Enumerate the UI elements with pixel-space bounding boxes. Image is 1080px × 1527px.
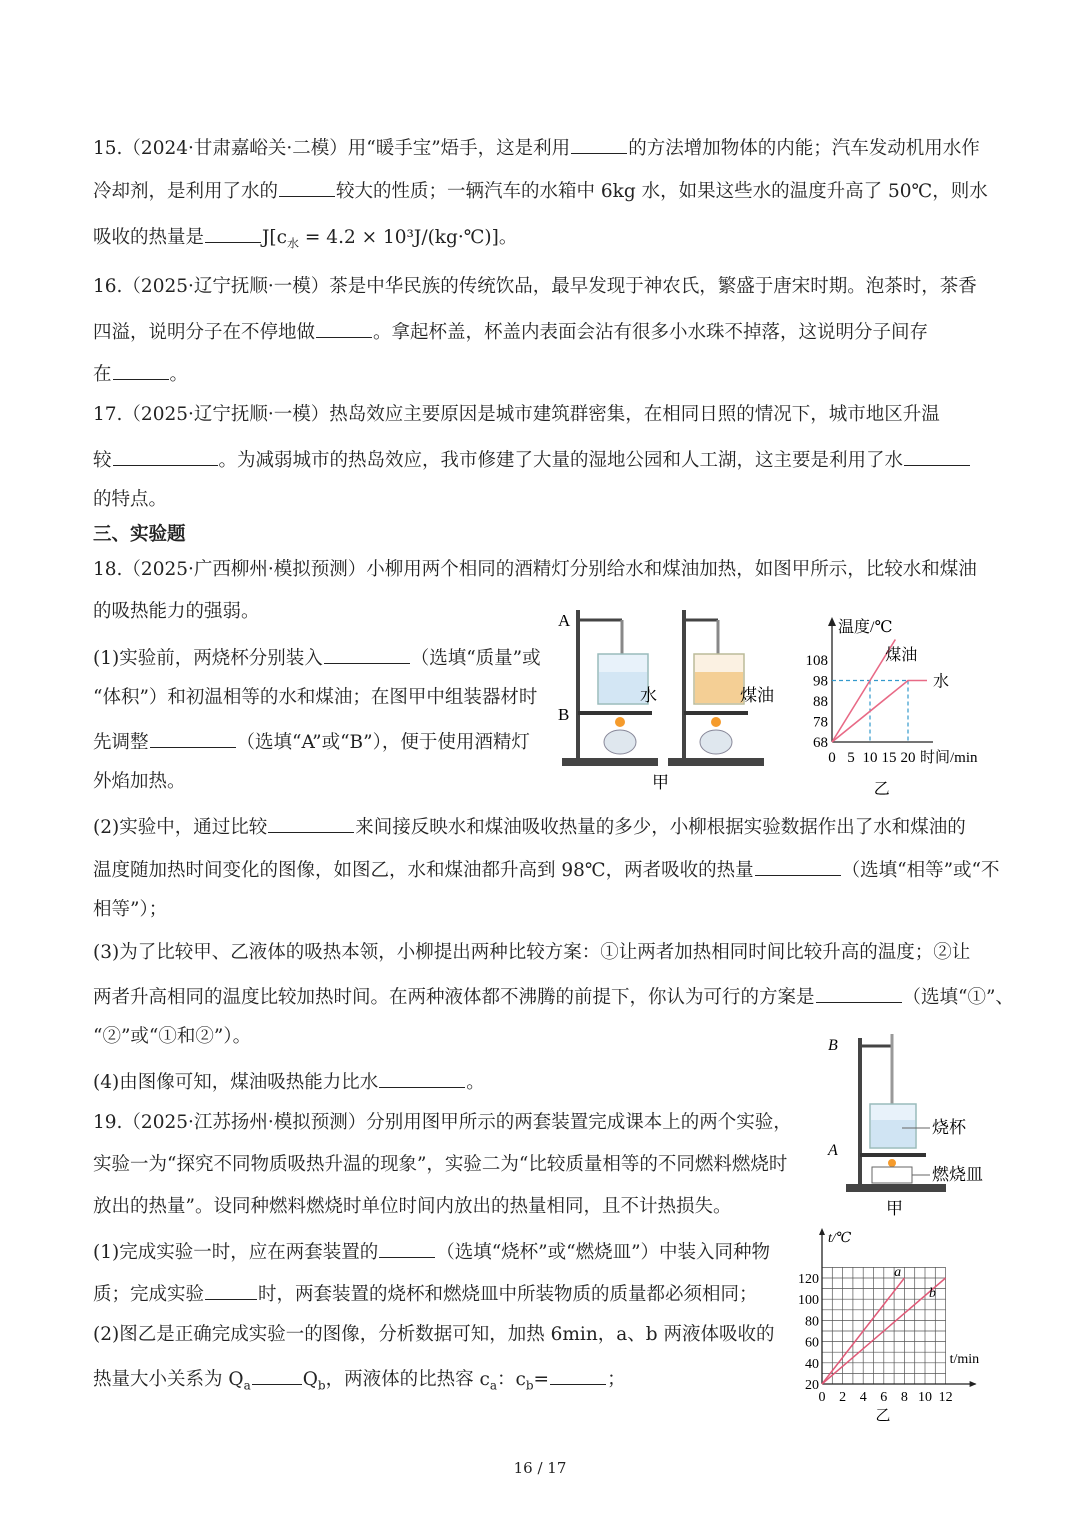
answer-blank[interactable] <box>755 859 841 876</box>
x-tick-label: 0 <box>818 1390 826 1405</box>
q19-figure-jia <box>822 1024 992 1222</box>
x-axis-label: t/min <box>949 1352 980 1367</box>
x-tick-label: 20 <box>900 750 916 766</box>
stand-rod <box>858 1038 862 1186</box>
figure-caption: 甲 <box>652 773 669 792</box>
q16-line1: 16.（2025·辽宁抚顺·一模）茶是中华民族的传统饮品，最早发现于神农氏，繁盛于唐宋时期。泡茶时，茶香 <box>93 276 977 297</box>
label-B: B <box>828 1037 838 1054</box>
label-water: 水 <box>640 686 657 705</box>
stand-rod <box>576 610 580 760</box>
series-line-water <box>832 681 927 743</box>
x-tick-label: 15 <box>881 750 897 766</box>
label-A: A <box>828 1142 838 1159</box>
x-tick-label: 10 <box>918 1390 932 1405</box>
x-tick-label: 5 <box>847 750 855 766</box>
q19-p1-line1: (1)完成实验一时，应在两套装置的 （选填“烧杯”或“燃烧皿”）中装入同种物 <box>93 1242 771 1263</box>
x-axis-label: 时间/min <box>920 750 978 766</box>
answer-blank[interactable] <box>205 1283 257 1300</box>
q15-line3: 吸收的热量是 $J[c_水 = 4.2$ × 10³J/(kg·℃)]。 <box>93 227 518 251</box>
flame <box>615 717 625 727</box>
x-tick-label: 12 <box>938 1390 953 1405</box>
q15-line1: 15.（2024·甘肃嘉峪关·二模）用“暖手宝”焐手，这是利用 的方法增加物体的内能；汽车发动机用水作 <box>93 138 980 159</box>
kerosene-liquid <box>695 672 743 703</box>
alcohol-lamp <box>604 730 636 754</box>
stand-rod <box>682 610 686 760</box>
answer-blank[interactable] <box>113 449 218 466</box>
q18-p2-line3: 相等”）； <box>93 899 168 920</box>
burning-dish <box>872 1167 912 1183</box>
q18-p2-line1: (2)实验中，通过比较 来间接反映水和煤油吸收热量的多少，小柳根据实验数据作出了水和煤油的 <box>93 817 966 838</box>
q18-figure-yi <box>798 612 998 806</box>
answer-blank[interactable] <box>379 1241 435 1258</box>
stand-base <box>562 758 658 766</box>
y-tick-label: 108 <box>805 653 828 669</box>
q18-p3-line3: “②”或“①和②”）。 <box>93 1026 252 1047</box>
section-heading: 三、实验题 <box>93 524 186 545</box>
q18-p1-line2: “体积”）和初温相等的水和煤油；在图甲中组装器材时 <box>93 687 538 708</box>
q19-line3: 放出的热量”。设同种燃料燃烧时单位时间内放出的热量相同，且不计热损失。 <box>93 1196 732 1217</box>
chart-caption: 乙 <box>873 781 890 798</box>
stand-base <box>668 758 764 766</box>
chart-caption: 乙 <box>875 1408 891 1421</box>
x-tick-label: 2 <box>839 1390 847 1405</box>
answer-blank[interactable] <box>550 1368 606 1385</box>
answer-blank[interactable] <box>316 321 372 338</box>
x-tick-label: 8 <box>900 1390 908 1405</box>
flame <box>711 717 721 727</box>
q18-p4-line: (4)由图像可知，煤油吸热能力比水 。 <box>93 1072 485 1093</box>
q16-line3: 在 。 <box>93 364 189 385</box>
x-tick-label: 0 <box>828 750 836 766</box>
flame <box>888 1159 896 1167</box>
label-dish: 燃烧皿 <box>932 1165 983 1184</box>
q15-line2: 冷却剂，是利用了水的 较大的性质；一辆汽车的水箱中 6kg 水，如果这些水的温度升高了 50℃，则水 <box>93 181 988 202</box>
y-tick-label: 120 <box>798 1272 819 1287</box>
y-tick-label: 98 <box>813 673 828 690</box>
answer-blank[interactable] <box>816 986 902 1003</box>
answer-blank[interactable] <box>279 180 335 197</box>
y-tick-label: 100 <box>798 1293 819 1309</box>
y-axis-label: 温度/℃ <box>838 619 893 636</box>
answer-blank[interactable] <box>268 816 354 833</box>
answer-blank[interactable] <box>571 137 627 154</box>
series-label-kerosene: 煤油 <box>885 647 918 664</box>
q19-p2-line2: 热量大小关系为 $Q_a$ $Q_b$，两液体的比热容 $c_a$：$c_b=$ ； <box>93 1369 626 1393</box>
q17-line3: 的特点。 <box>93 489 168 510</box>
q17-line1: 17.（2025·辽宁抚顺·一模）热岛效应主要原因是城市建筑群密集，在相同日照的情况下，城市地区升温 <box>93 404 940 425</box>
series-label-b: b <box>929 1286 936 1302</box>
y-tick-label: 40 <box>805 1356 819 1372</box>
q18-p1-line1: (1)实验前，两烧杯分别装入 （选填“质量”或 <box>93 648 541 669</box>
q18-chart <box>798 612 998 802</box>
y-tick-label: 68 <box>813 735 828 751</box>
q18-line1: 18.（2025·广西柳州·模拟预测）小柳用两个相同的酒精灯分别给水和煤油加热，如图甲所示，比较水和煤油 <box>93 559 977 580</box>
q18-p1-line4: 外焰加热。 <box>93 771 186 792</box>
answer-blank[interactable] <box>150 731 236 748</box>
y-axis-arrow <box>819 1228 825 1235</box>
answer-blank[interactable] <box>252 1368 302 1385</box>
q19-line2: 实验一为“探究不同物质吸热升温的现象”，实验二为“比较质量相等的不同燃料燃烧时 <box>93 1154 788 1175</box>
x-tick-label: 10 <box>862 750 878 766</box>
label-beaker: 烧杯 <box>932 1118 966 1137</box>
y-axis-arrow <box>828 617 836 626</box>
y-axis-label: t/℃ <box>828 1231 852 1246</box>
q19-line1: 19.（2025·江苏扬州·模拟预测）分别用图甲所示的两套装置完成课本上的两个实验， <box>93 1112 792 1133</box>
label-A: A <box>558 611 571 630</box>
y-tick-label: 20 <box>805 1378 819 1393</box>
q19-chart <box>790 1226 1000 1421</box>
y-tick-label: 80 <box>805 1314 819 1330</box>
q18-p2-line2: 温度随加热时间变化的图像，如图乙，水和煤油都升高到 98℃，两者吸收的热量 （选填“相等”或“不 <box>93 860 1000 881</box>
y-tick-label: 78 <box>813 714 828 731</box>
answer-blank[interactable] <box>904 449 970 466</box>
q18-figure-jia <box>552 604 792 798</box>
q19-p2-line1: (2)图乙是正确完成实验一的图像，分析数据可知，加热 6min，a、b 两液体吸收的 <box>93 1324 775 1345</box>
answer-blank[interactable] <box>379 1071 465 1088</box>
q18-line2: 的吸热能力的强弱。 <box>93 601 260 622</box>
label-B: B <box>558 705 570 724</box>
answer-blank[interactable] <box>205 226 261 243</box>
q18-p1-line3: 先调整 （选填“A”或“B”），便于使用酒精灯 <box>93 732 530 753</box>
q19-p1-line2: 质；完成实验 时，两套装置的烧杯和燃烧皿中所装物质的质量都必须相同； <box>93 1284 758 1305</box>
page-number: 16 / 17 <box>513 1459 567 1477</box>
answer-blank[interactable] <box>113 363 169 380</box>
series-label-a: a <box>894 1264 902 1280</box>
q16-line2: 四溢，说明分子在不停地做 。拿起杯盖，杯盖内表面会沾有很多小水珠不掉落，这说明分子间存 <box>93 322 929 343</box>
q18-p3-line2: 两者升高相同的温度比较加热时间。在两种液体都不沸腾的前提下，你认为可行的方案是 （选填“①”、 <box>93 987 1014 1008</box>
figure-caption: 甲 <box>886 1199 903 1218</box>
q18-p3-line1: (3)为了比较甲、乙液体的吸热本领，小柳提出两种比较方案：①让两者加热相同时间比较升高的温度；②让 <box>93 942 971 963</box>
stand-base <box>846 1184 946 1192</box>
alcohol-lamp <box>700 730 732 754</box>
answer-blank[interactable] <box>324 647 410 664</box>
x-tick-label: 6 <box>880 1390 888 1405</box>
series-label-water: 水 <box>933 673 950 691</box>
beaker-liquid <box>871 1120 915 1147</box>
label-kerosene: 煤油 <box>740 686 774 705</box>
y-tick-label: 88 <box>813 694 828 710</box>
q17-line2: 较 。为减弱城市的热岛效应，我市修建了大量的湿地公园和人工湖，这主要是利用了水 <box>93 449 971 471</box>
y-tick-label: 60 <box>805 1335 819 1351</box>
x-axis-arrow <box>970 1381 977 1387</box>
q19-figure-yi <box>790 1226 1000 1425</box>
x-tick-label: 4 <box>859 1390 867 1405</box>
